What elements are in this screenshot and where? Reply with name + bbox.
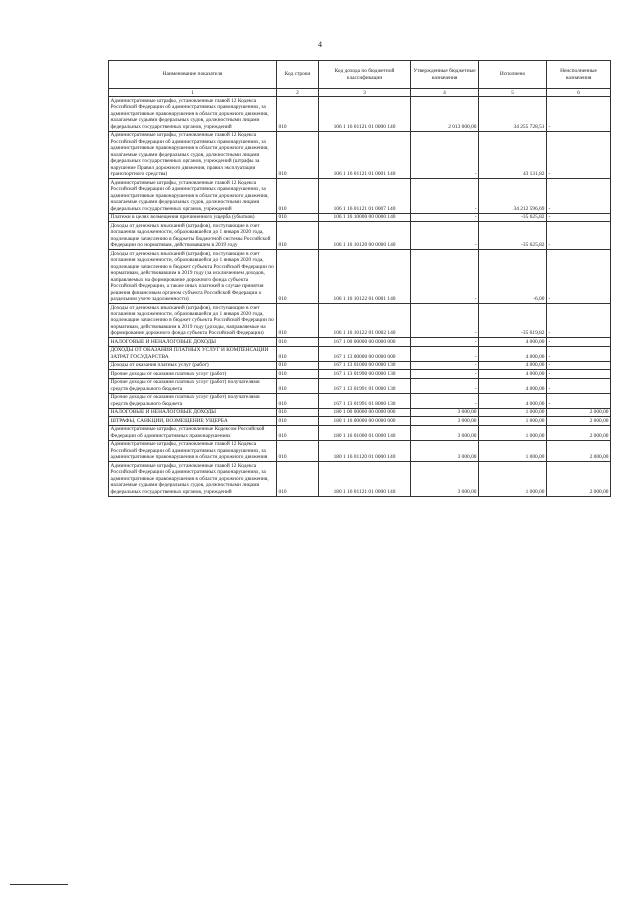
row-kbk: 180 1 16 01000 01 0000 140: [319, 425, 411, 440]
row-name: Платежи в целях возмещения причиненного ущерба (убытков): [109, 213, 277, 221]
table-row: [109, 370, 611, 378]
row-approved: -: [411, 250, 479, 304]
row-kbk: 167 1 00 00000 00 0000 000: [319, 338, 411, 346]
row-approved: -: [411, 393, 479, 408]
row-unexecuted: -: [547, 346, 611, 361]
row-name: Прочие доходы от оказания платных услуг (работ): [109, 370, 277, 378]
row-approved: -: [411, 222, 479, 250]
row-approved: -: [411, 361, 479, 369]
row-approved: -: [411, 378, 479, 393]
row-approved: 3 000,00: [411, 440, 479, 461]
row-kbk: 106 1 16 10122 01 0001 140: [319, 250, 411, 304]
table-header-row: [109, 61, 611, 89]
table-row: [109, 393, 611, 408]
row-name: Административные штрафы, установленные главой 12 Кодекса Российской Федерации об административных правонарушениях, за административные правонарушения в области дорожного движения, налагаемые судьями федеральных судов, должностными лицами федеральных государственных органов, учреждений: [109, 179, 277, 213]
row-unexecuted: -: [547, 304, 611, 338]
row-executed: -35 625,82: [479, 222, 547, 250]
row-unexecuted: -: [547, 393, 611, 408]
row-kbk: 167 1 13 01990 00 0000 130: [319, 370, 411, 378]
row-approved: 3 000,00: [411, 408, 479, 416]
row-line-code: 010: [277, 222, 319, 250]
row-name: НАЛОГОВЫЕ И НЕНАЛОГОВЫЕ ДОХОДЫ: [109, 408, 277, 416]
row-kbk: 167 1 13 01991 01 0000 130: [319, 378, 411, 393]
row-unexecuted: -: [547, 338, 611, 346]
row-line-code: 010: [277, 425, 319, 440]
row-name: ДОХОДЫ ОТ ОКАЗАНИЯ ПЛАТНЫХ УСЛУГ И КОМПЕНСАЦИИ ЗАТРАТ ГОСУДАРСТВА: [109, 346, 277, 361]
header-unexecuted: Неисполненные назначения: [547, 61, 611, 89]
header-kbk: Код дохода по бюджетной классификации: [319, 61, 411, 89]
header-name: Наименование показателя: [109, 61, 277, 89]
row-approved: 3 000,00: [411, 425, 479, 440]
table-row: [109, 361, 611, 369]
row-line-code: 010: [277, 393, 319, 408]
row-executed: 4 000,00: [479, 393, 547, 408]
row-kbk: 106 1 16 10122 01 0002 140: [319, 304, 411, 338]
row-line-code: 010: [277, 338, 319, 346]
row-executed: -35 619,82: [479, 304, 547, 338]
revenue-table: [108, 60, 611, 497]
row-line-code: 010: [277, 440, 319, 461]
row-kbk: 167 1 13 00000 00 0000 000: [319, 346, 411, 361]
row-unexecuted: -: [547, 131, 611, 178]
row-name: Административные штрафы, установленные главой 12 Кодекса Российской Федерации об административных правонарушениях, за административные правонарушения в области дорожного движения, налагаемые судьями федеральных судов, должностными лицами федеральных государственных органов, учреждений: [109, 462, 277, 496]
row-kbk: 180 1 16 00000 00 0000 000: [319, 417, 411, 425]
row-unexecuted: 2 000,00: [547, 408, 611, 416]
row-line-code: 010: [277, 346, 319, 361]
row-kbk: 180 1 16 01121 01 0000 140: [319, 462, 411, 496]
column-number-row: [109, 89, 611, 97]
table-row: [109, 131, 611, 178]
row-name: Прочие доходы от оказания платных услуг (работ) получателями средств федерального бюджета: [109, 378, 277, 393]
row-line-code: 010: [277, 250, 319, 304]
header-approved: Утвержденные бюджетные назначения: [411, 61, 479, 89]
column-number: 6: [547, 89, 611, 97]
column-number: 5: [479, 89, 547, 97]
row-name: Административные штрафы, установленные главой 12 Кодекса Российской Федерации об административных правонарушениях, за административные правонарушения в области дорожного движения: [109, 440, 277, 461]
row-unexecuted: -: [547, 378, 611, 393]
footer-divider: [10, 884, 68, 885]
row-kbk: 180 1 16 01120 01 0000 140: [319, 440, 411, 461]
row-approved: -: [411, 304, 479, 338]
row-executed: -35 625,82: [479, 213, 547, 221]
row-line-code: 010: [277, 361, 319, 369]
table-row: [109, 425, 611, 440]
row-line-code: 010: [277, 97, 319, 131]
row-unexecuted: 2 000,00: [547, 417, 611, 425]
row-kbk: 167 1 13 01000 00 0000 130: [319, 361, 411, 369]
row-line-code: 010: [277, 462, 319, 496]
row-unexecuted: 2 000,00: [547, 440, 611, 461]
header-line-code: Код строки: [277, 61, 319, 89]
row-name: Доходы от денежных взысканий (штрафов), поступающие в счет погашения задолженности, образовавшейся до 1 января 2020 года, подлежащие зачислению в бюджет субъекта Российской Федерации по нормативам, действовавшим в 2019 году (за исключением доходов, направляемых на формирование дорожного фонда субъекта Российской Федерации, а также иных платежей в случае принятия решения финансовым органом субъекта Российской Федерации о раздельном учете задолженности): [109, 250, 277, 304]
column-number: 1: [109, 89, 277, 97]
row-unexecuted: -: [547, 97, 611, 131]
row-line-code: 010: [277, 378, 319, 393]
row-executed: 43 131,82: [479, 131, 547, 178]
row-line-code: 010: [277, 179, 319, 213]
row-kbk: 180 1 00 00000 00 0000 000: [319, 408, 411, 416]
row-executed: 1 000,00: [479, 408, 547, 416]
row-kbk: 106 1 16 01121 01 0000 140: [319, 97, 411, 131]
table-row: [109, 97, 611, 131]
row-line-code: 010: [277, 213, 319, 221]
row-unexecuted: -: [547, 370, 611, 378]
row-approved: -: [411, 213, 479, 221]
table-row: [109, 222, 611, 250]
row-executed: -6,00: [479, 250, 547, 304]
row-executed: 1 000,00: [479, 425, 547, 440]
row-line-code: 010: [277, 417, 319, 425]
row-executed: 34 255 728,51: [479, 97, 547, 131]
row-kbk: 106 1 16 10000 00 0000 140: [319, 213, 411, 221]
table-row: [109, 440, 611, 461]
header-executed: Исполнено: [479, 61, 547, 89]
row-unexecuted: 2 000,00: [547, 425, 611, 440]
row-name: НАЛОГОВЫЕ И НЕНАЛОГОВЫЕ ДОХОДЫ: [109, 338, 277, 346]
row-executed: 4 000,00: [479, 370, 547, 378]
row-unexecuted: -: [547, 361, 611, 369]
row-kbk: 106 1 16 01121 01 0001 140: [319, 131, 411, 178]
row-executed: 1 000,00: [479, 417, 547, 425]
table-row: [109, 378, 611, 393]
row-name: Доходы от оказания платных услуг (работ): [109, 361, 277, 369]
row-kbk: 167 1 13 01991 01 8000 130: [319, 393, 411, 408]
row-name: Доходы от денежных взысканий (штрафов), поступающие в счет погашения задолженности, образовавшейся до 1 января 2020 года, подлежащие зачислению в бюджеты бюджетной системы Российской Федерации по нормативам, действовавшим в 2019 году: [109, 222, 277, 250]
row-executed: 34 212 596,69: [479, 179, 547, 213]
row-kbk: 106 1 16 01121 01 0007 140: [319, 179, 411, 213]
row-executed: 4 000,00: [479, 346, 547, 361]
table-row: [109, 304, 611, 338]
row-kbk: 106 1 16 10120 00 0000 140: [319, 222, 411, 250]
row-approved: 3 000,00: [411, 417, 479, 425]
row-name: Административные штрафы, установленные главой 12 Кодекса Российской Федерации об административных правонарушениях, за административные правонарушения в области дорожного движения, налагаемые судьями федеральных судов, должностными лицами федеральных государственных органов, учреждений (штрафы за нарушение Правил дорожного движения, правил эксплуатации транспортного средства): [109, 131, 277, 178]
column-number: 4: [411, 89, 479, 97]
row-line-code: 010: [277, 131, 319, 178]
row-approved: -: [411, 370, 479, 378]
table-row: [109, 408, 611, 416]
row-name: Административные штрафы, установленные Кодексом Российской Федерации об административных правонарушениях: [109, 425, 277, 440]
table-row: [109, 338, 611, 346]
row-name: Доходы от денежных взысканий (штрафов), поступающие в счет погашения задолженности, образовавшейся до 1 января 2020 года, подлежащие зачислению в бюджет субъекта Российской Федерации по нормативам, действовавшим в 2019 году (доходы, направляемые на формирование дорожного фонда субъекта Российской Федерации): [109, 304, 277, 338]
row-name: Административные штрафы, установленные главой 12 Кодекса Российской Федерации об административных правонарушениях, за административные правонарушения в области дорожного движения, налагаемые судьями федеральных судов, должностными лицами федеральных государственных органов, учреждений: [109, 97, 277, 131]
row-approved: -: [411, 338, 479, 346]
row-line-code: 010: [277, 408, 319, 416]
row-approved: -: [411, 131, 479, 178]
row-approved: 2 013 000,00: [411, 97, 479, 131]
row-unexecuted: -: [547, 250, 611, 304]
row-unexecuted: -: [547, 179, 611, 213]
page-number: 4: [318, 40, 322, 49]
row-approved: -: [411, 346, 479, 361]
row-name: ШТРАФЫ, САНКЦИИ, ВОЗМЕЩЕНИЕ УЩЕРБА: [109, 417, 277, 425]
table-row: [109, 462, 611, 496]
row-executed: 4 000,00: [479, 361, 547, 369]
column-number: 2: [277, 89, 319, 97]
table-row: [109, 213, 611, 221]
table-row: [109, 346, 611, 361]
row-executed: 4 000,00: [479, 378, 547, 393]
table-row: [109, 417, 611, 425]
row-executed: 1 000,00: [479, 462, 547, 496]
row-approved: -: [411, 179, 479, 213]
row-executed: 4 000,00: [479, 338, 547, 346]
row-line-code: 010: [277, 304, 319, 338]
row-unexecuted: -: [547, 213, 611, 221]
column-number: 3: [319, 89, 411, 97]
row-line-code: 010: [277, 370, 319, 378]
row-unexecuted: -: [547, 222, 611, 250]
row-name: Прочие доходы от оказания платных услуг (работ) получателями средств федерального бюджета: [109, 393, 277, 408]
row-approved: 3 000,00: [411, 462, 479, 496]
table-row: [109, 179, 611, 213]
row-unexecuted: 2 000,00: [547, 462, 611, 496]
row-executed: 1 000,00: [479, 440, 547, 461]
table-row: [109, 250, 611, 304]
